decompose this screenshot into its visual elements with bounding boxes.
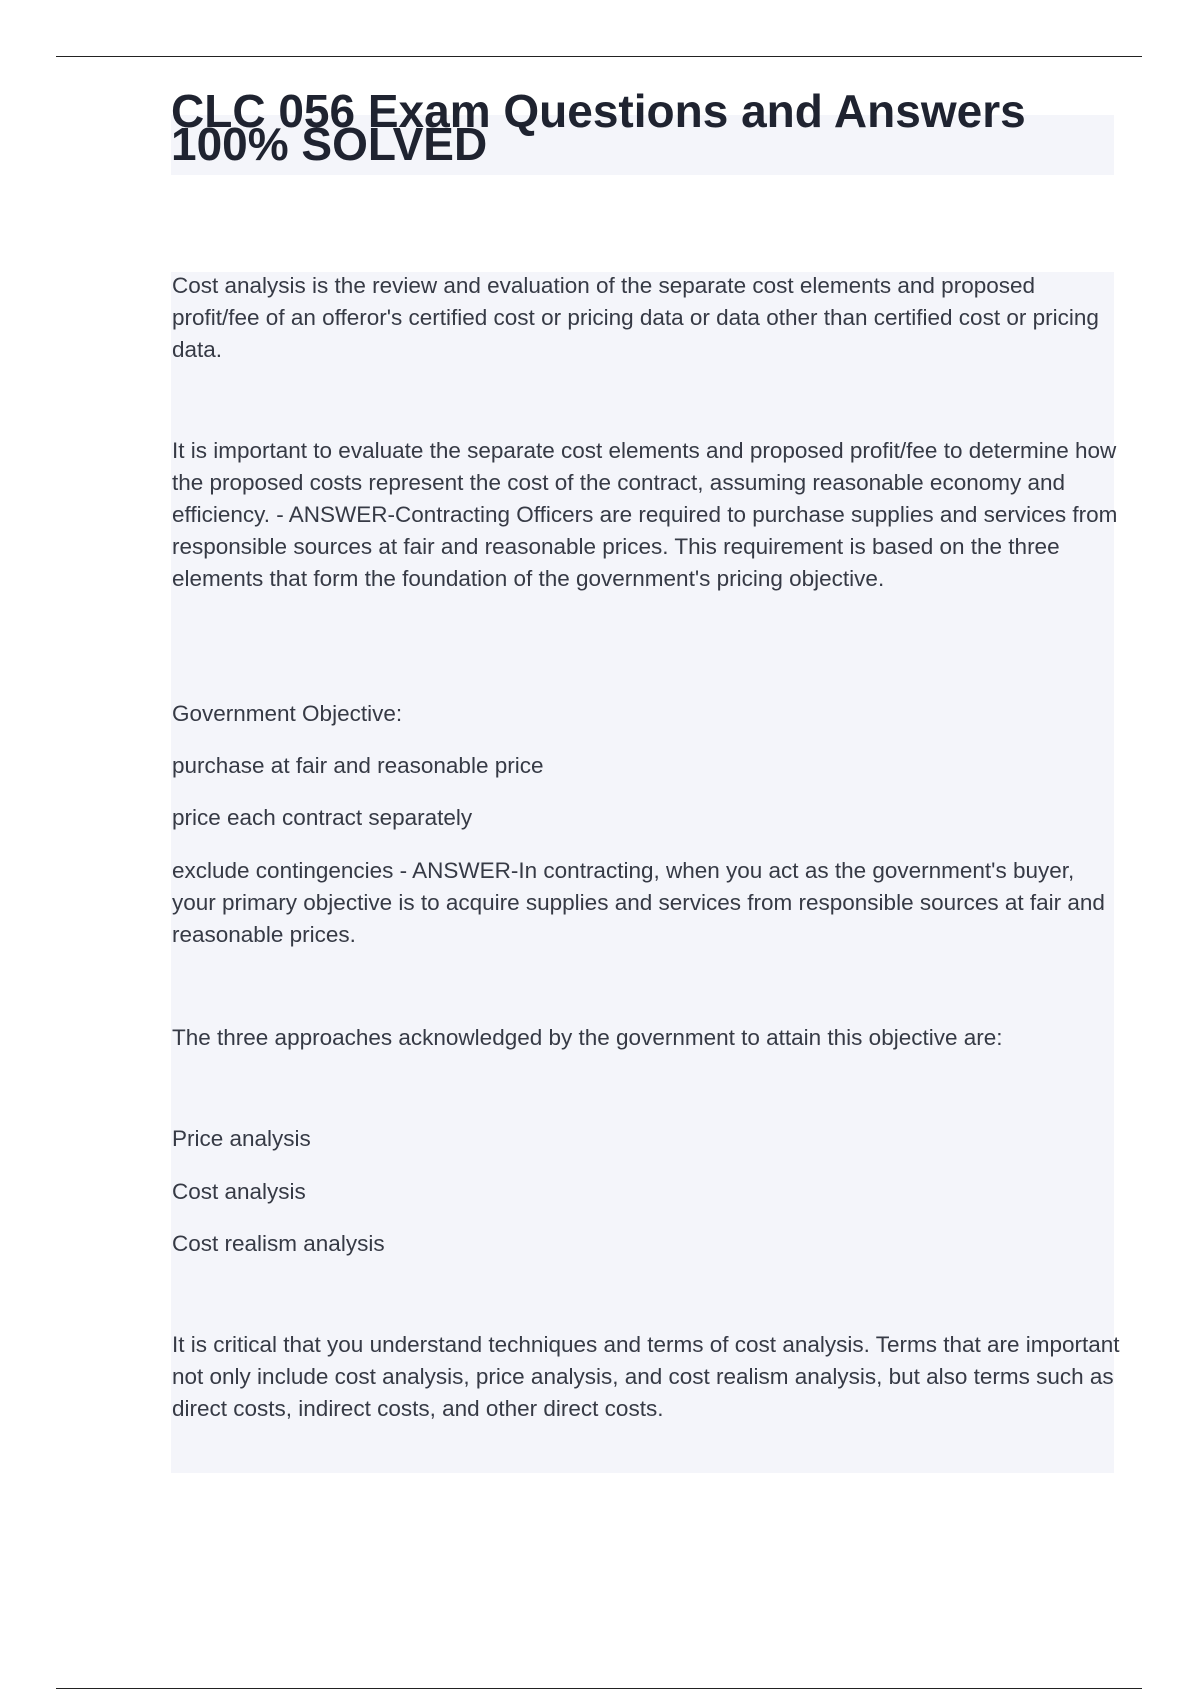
paragraph-objective-item-separate: price each contract separately <box>172 805 473 830</box>
bottom-rule <box>56 1688 1142 1689</box>
paragraph-critical-terms: It is critical that you understand techniques and terms of cost analysis. Terms that are important not only include cost analysis, price analysis, and cost realism analysis, but also terms such as direct costs, indirect costs, and other direct costs. <box>172 1332 1120 1421</box>
page-title: CLC 056 Exam Questions and Answers 100% SOLVED <box>171 85 1026 170</box>
paragraph-evaluate-cost-elements: It is important to evaluate the separate cost elements and proposed profit/fee to determine how the proposed costs represent the cost of the contract, assuming reasonable economy and efficiency. - ANSWER-Contracting Officers are required to purchase supplies and services from responsible sources at fair and reasonable prices. This requirement is based on the three elements that form the foundation of the government's pricing objective. <box>172 438 1118 591</box>
paragraph-approach-price-analysis: Price analysis <box>172 1126 311 1151</box>
paragraph-exclude-contingencies: exclude contingencies - ANSWER-In contracting, when you act as the government's buyer, your primary objective is to acquire supplies and services from responsible sources at fair and reasonable prices. <box>172 858 1105 947</box>
paragraph-approach-cost-realism: Cost realism analysis <box>172 1231 385 1256</box>
paragraph-objective-item-fair-price: purchase at fair and reasonable price <box>172 753 544 778</box>
top-rule <box>56 56 1142 57</box>
paragraph-government-objective: Government Objective: <box>172 701 403 726</box>
paragraph-approach-cost-analysis: Cost analysis <box>172 1179 306 1204</box>
paragraph-three-approaches: The three approaches acknowledged by the government to attain this objective are: <box>172 1025 1003 1050</box>
paragraph-cost-analysis-definition: Cost analysis is the review and evaluation of the separate cost elements and proposed profit/fee of an offeror's certified cost or pricing data or data other than certified cost or pricing data. <box>172 273 1099 362</box>
